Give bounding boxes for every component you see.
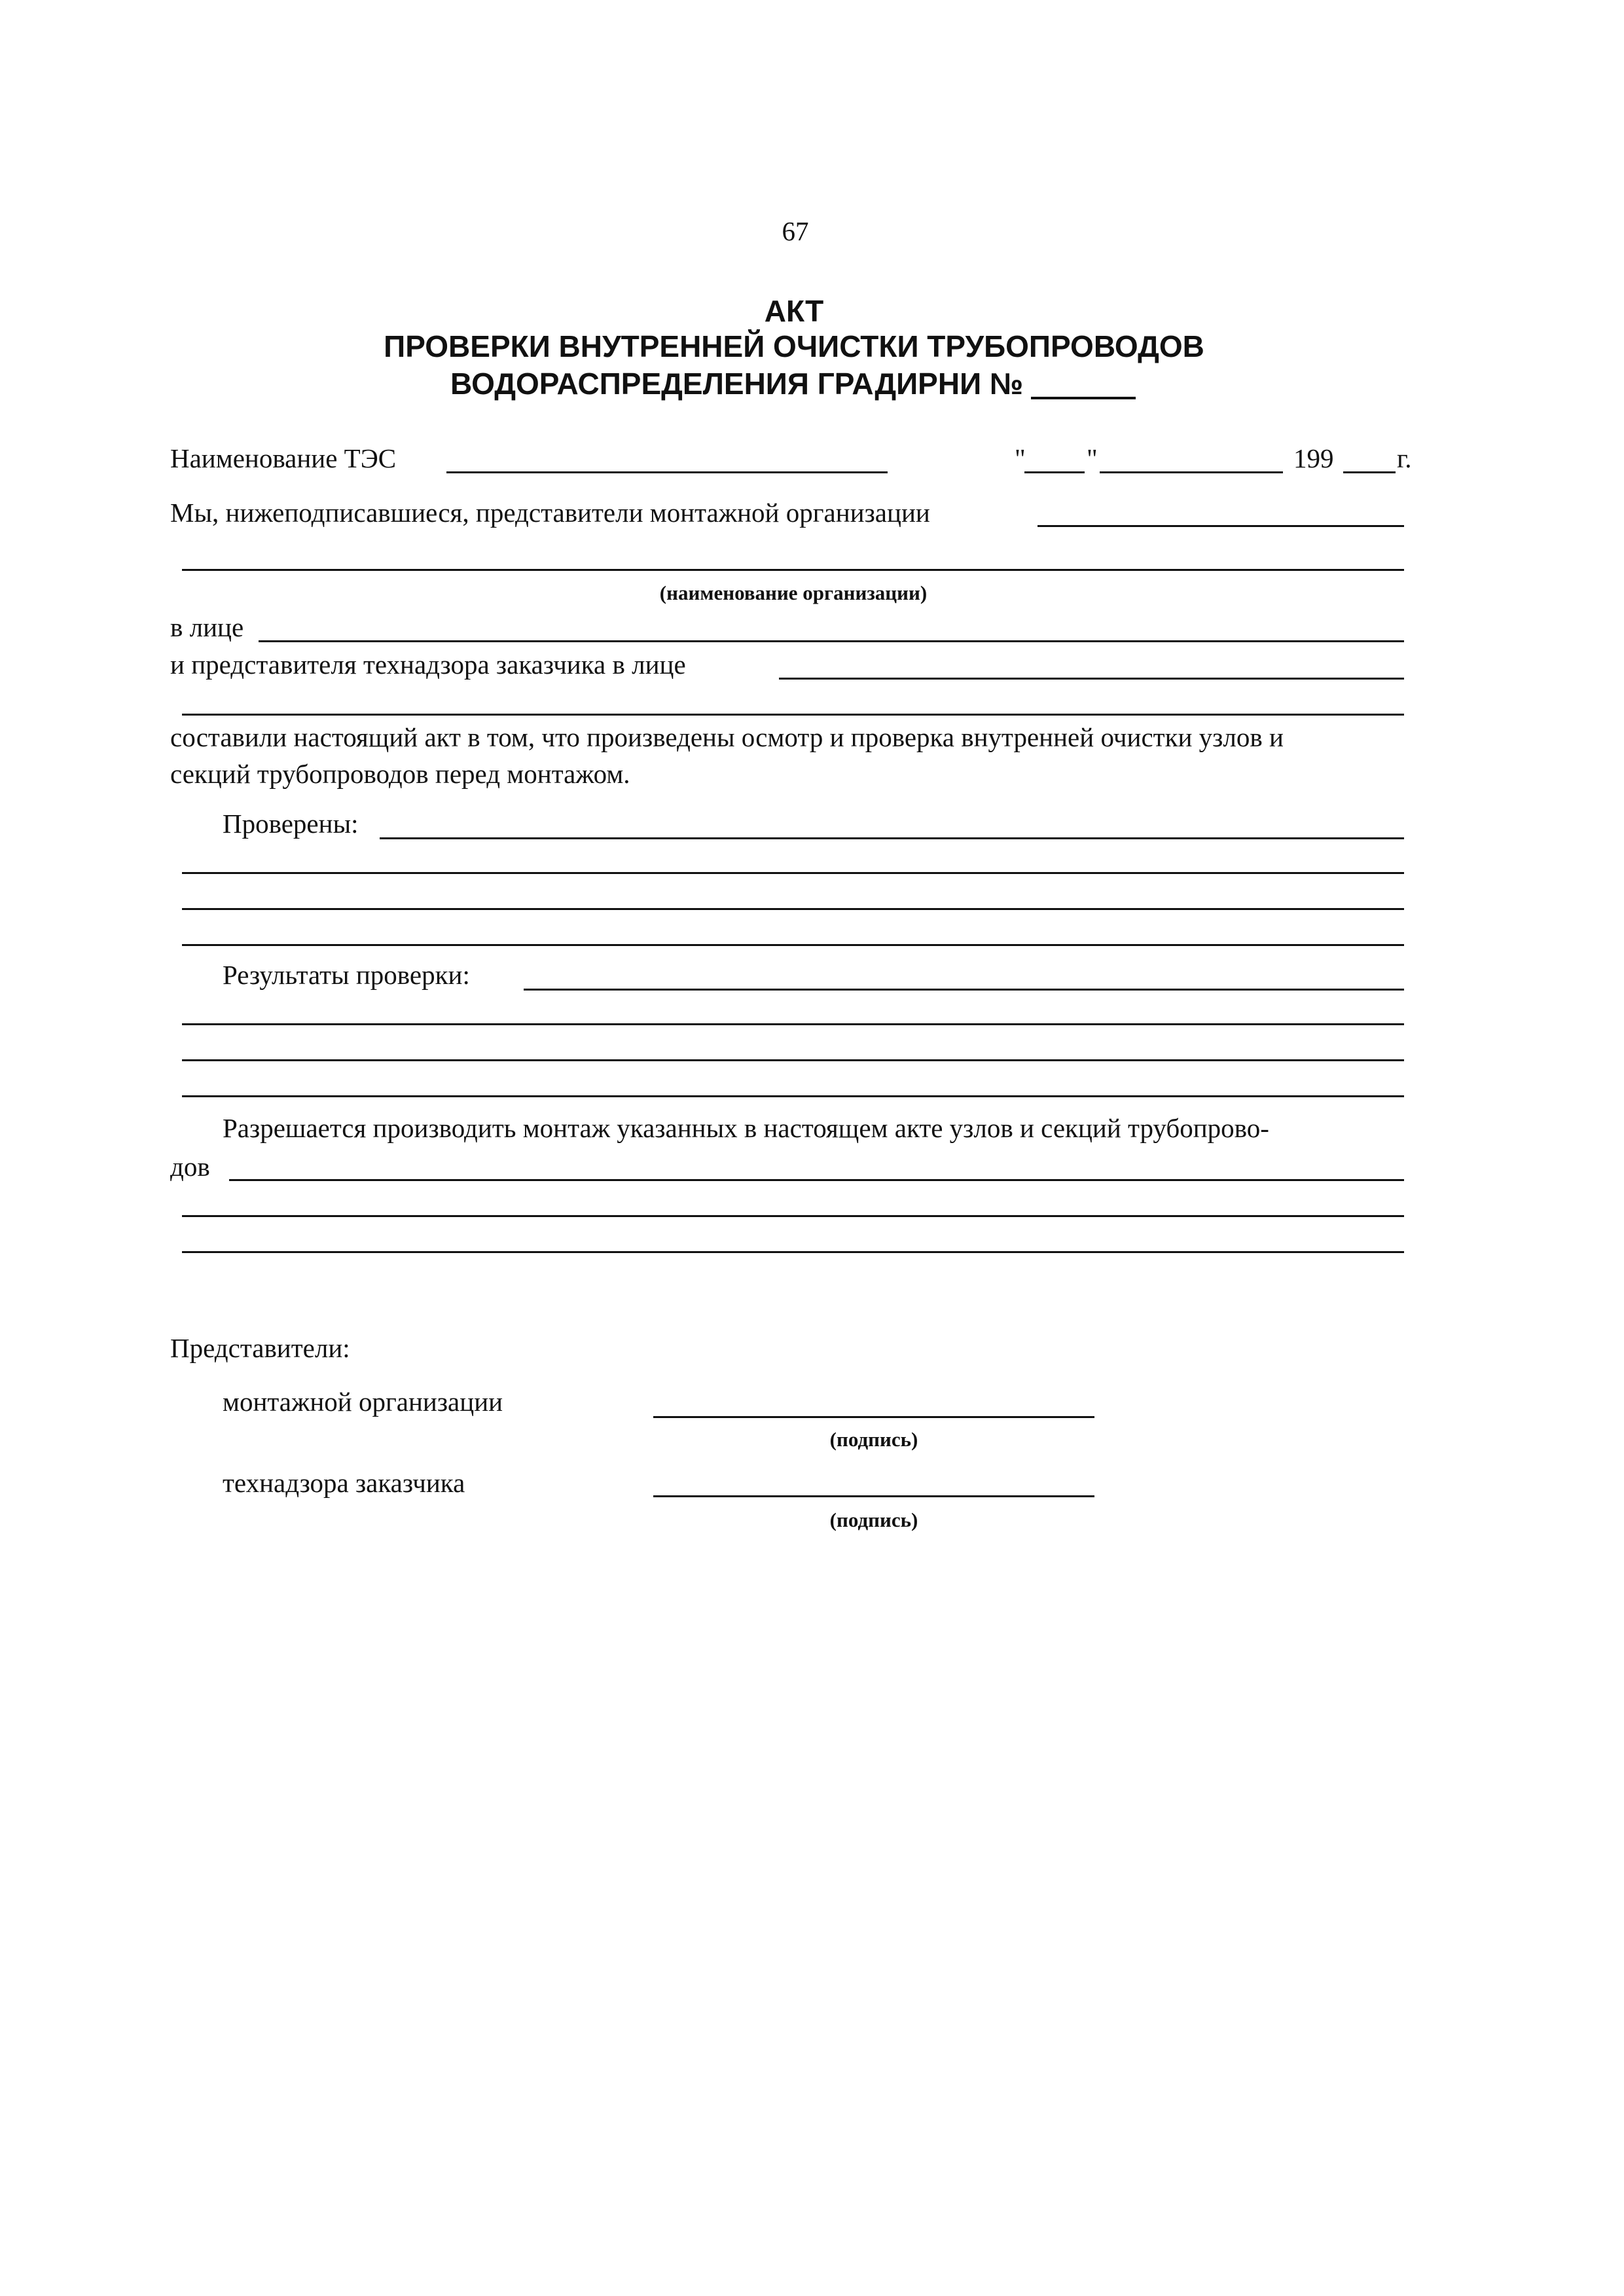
date-month-field[interactable] — [1100, 471, 1283, 473]
customer-rep-field[interactable] — [779, 678, 1404, 680]
tes-name-field[interactable] — [446, 471, 888, 473]
results-field-line4[interactable] — [182, 1095, 1404, 1097]
installer-org-field-line2[interactable] — [182, 569, 1404, 571]
permit-field-line3[interactable] — [182, 1251, 1404, 1253]
installer-signature-label: монтажной организации — [223, 1387, 503, 1417]
document-subtitle: ПРОВЕРКИ ВНУТРЕННЕЙ ОЧИСТКИ ТРУБОПРОВОДОВ — [384, 329, 1204, 363]
supervisor-signature-caption: (подпись) — [829, 1508, 918, 1531]
date-quote-close: " — [1087, 443, 1098, 473]
results-field-line3[interactable] — [182, 1059, 1404, 1061]
installer-org-field[interactable] — [1038, 525, 1404, 527]
date-year-field[interactable] — [1343, 471, 1396, 473]
results-field[interactable] — [524, 989, 1404, 991]
results-field-line2[interactable] — [182, 1023, 1404, 1025]
installer-signature-field[interactable] — [653, 1416, 1094, 1418]
date-year-suffix: г. — [1397, 443, 1412, 473]
permit-statement-line2: дов — [170, 1152, 210, 1182]
act-statement-line2: секций трубопроводов перед монтажом. — [170, 759, 630, 789]
in-person-label: в лице — [170, 612, 244, 642]
page-number: 67 — [782, 216, 809, 246]
customer-rep-label: и представителя технадзора заказчика в лице — [170, 649, 686, 680]
document-title: АКТ — [764, 294, 824, 328]
org-name-caption: (наименование организации) — [659, 581, 928, 604]
results-label: Результаты проверки: — [223, 960, 470, 990]
in-person-field[interactable] — [259, 640, 1404, 642]
checked-field[interactable] — [380, 837, 1404, 839]
act-statement-line1: составили настоящий акт в том, что произведены осмотр и проверка внутренней очистки узлов и — [170, 722, 1284, 752]
date-year-prefix: 199 — [1293, 443, 1334, 473]
date-day-field[interactable] — [1024, 471, 1085, 473]
tower-number-field[interactable] — [1031, 397, 1136, 399]
checked-field-line2[interactable] — [182, 872, 1404, 874]
signatories-text: Мы, нижеподписавшиеся, представители монтажной организации — [170, 498, 930, 528]
customer-rep-field-line2[interactable] — [182, 714, 1404, 716]
permit-field-line2[interactable] — [182, 1215, 1404, 1217]
supervisor-signature-label: технадзора заказчика — [223, 1468, 465, 1498]
document-subtitle-cooling-tower: ВОДОРАСПРЕДЕЛЕНИЯ ГРАДИРНИ № — [450, 367, 1024, 401]
installer-signature-caption: (подпись) — [829, 1428, 918, 1451]
tes-name-label: Наименование ТЭС — [170, 443, 397, 473]
representatives-heading: Представители: — [170, 1333, 350, 1363]
permit-statement-line1: Разрешается производить монтаж указанных в настоящем акте узлов и секций трубопрово- — [223, 1113, 1269, 1143]
checked-field-line3[interactable] — [182, 908, 1404, 910]
date-quote-open: " — [1015, 443, 1026, 473]
checked-label: Проверены: — [223, 809, 359, 839]
supervisor-signature-field[interactable] — [653, 1495, 1094, 1497]
checked-field-line4[interactable] — [182, 944, 1404, 946]
permit-field[interactable] — [229, 1179, 1404, 1181]
